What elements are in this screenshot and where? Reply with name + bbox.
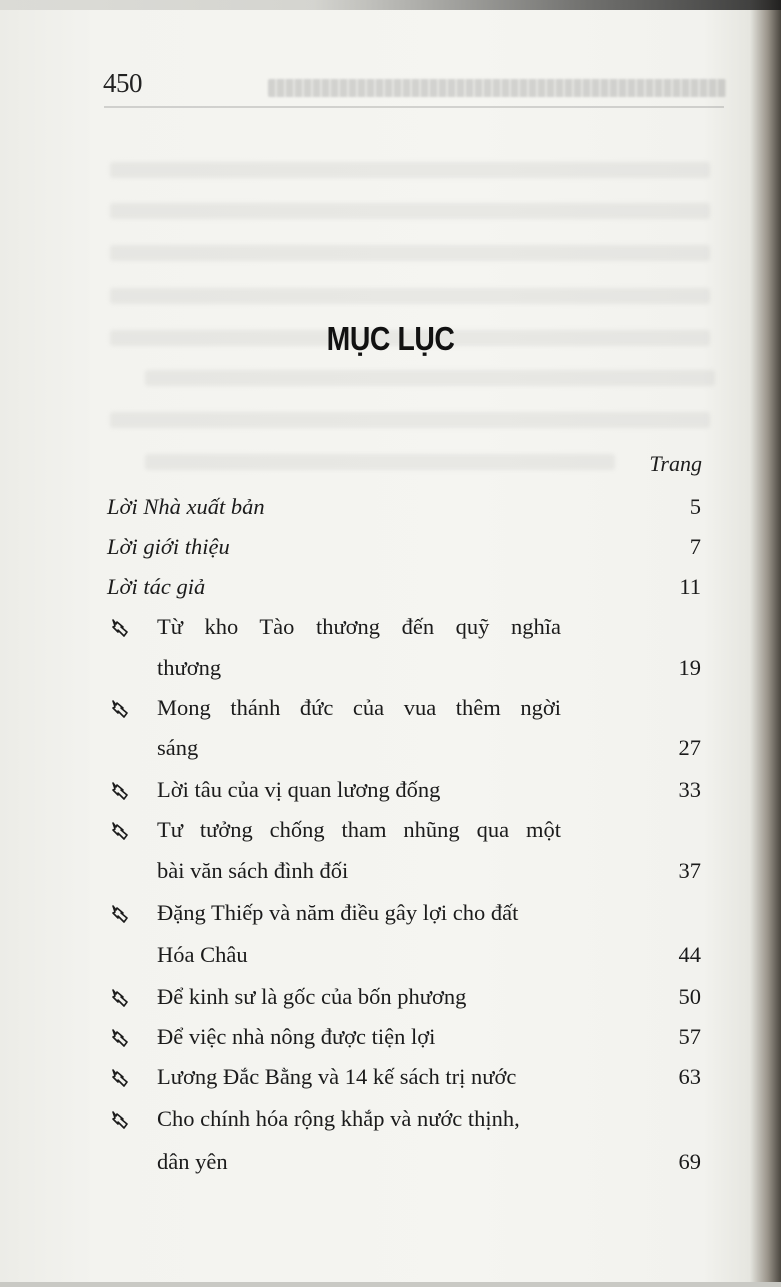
toc-entry-continuation[interactable] bbox=[0, 851, 781, 891]
toc-entry-label: Từ kho Tào thương đến quỹ nghĩa bbox=[157, 614, 561, 639]
hand-pointing-arrow-icon bbox=[110, 1028, 130, 1048]
toc-entry[interactable] bbox=[0, 567, 781, 607]
toc-entry-page: 69 bbox=[678, 1149, 701, 1174]
toc-entry-page: 50 bbox=[678, 984, 701, 1009]
toc-entry-continuation[interactable] bbox=[0, 935, 781, 975]
toc-entry[interactable] bbox=[0, 810, 781, 850]
toc-entry-label: dân yên bbox=[157, 1149, 228, 1174]
toc-entry-label: Tư tưởng chống tham nhũng qua một bbox=[157, 817, 561, 842]
toc-entry[interactable] bbox=[0, 1057, 781, 1097]
toc-entry-page: 19 bbox=[678, 655, 701, 680]
toc-entry-label: Lời Nhà xuất bản bbox=[107, 494, 265, 519]
toc-entry-page: 27 bbox=[678, 735, 701, 760]
toc-entry[interactable] bbox=[0, 527, 781, 567]
toc-entry-label: Lời tâu của vị quan lương đống bbox=[157, 777, 441, 802]
hand-pointing-arrow-icon bbox=[110, 904, 130, 924]
toc-entry-label: bài văn sách đình đối bbox=[157, 858, 349, 883]
hand-pointing-arrow-icon bbox=[110, 781, 130, 801]
toc-entry-label: Để việc nhà nông được tiện lợi bbox=[157, 1024, 436, 1049]
toc-title: MỤC LỤC bbox=[326, 320, 455, 357]
hand-pointing-arrow-icon bbox=[110, 1110, 130, 1130]
page-column-header: Trang bbox=[649, 451, 702, 476]
toc-entry-label: thương bbox=[157, 655, 222, 680]
toc-entry-continuation[interactable] bbox=[0, 648, 781, 688]
toc-entry[interactable] bbox=[0, 688, 781, 728]
toc-entry-page: 33 bbox=[678, 777, 701, 802]
toc-entry-label: Mong thánh đức của vua thêm ngời bbox=[157, 695, 561, 720]
toc-entry[interactable] bbox=[0, 893, 781, 933]
toc-entry-label: Hóa Châu bbox=[157, 942, 248, 967]
toc-entry-continuation[interactable] bbox=[0, 728, 781, 768]
hand-pointing-arrow-icon bbox=[110, 821, 130, 841]
toc-entry[interactable] bbox=[0, 977, 781, 1017]
toc-entry-continuation[interactable] bbox=[0, 1142, 781, 1182]
hand-pointing-arrow-icon bbox=[110, 988, 130, 1008]
toc-entry-label: Lời tác giả bbox=[107, 574, 206, 599]
toc-entry-page: 44 bbox=[678, 942, 701, 967]
toc-entry-label: sáng bbox=[157, 735, 199, 760]
toc-entry-label: Cho chính hóa rộng khắp và nước thịnh, bbox=[157, 1106, 520, 1131]
toc-entry-label: Lương Đắc Bằng và 14 kế sách trị nước bbox=[157, 1064, 517, 1089]
toc-entry[interactable] bbox=[0, 1017, 781, 1057]
hand-pointing-arrow-icon bbox=[110, 618, 130, 638]
page-bottom-edge bbox=[0, 1282, 781, 1287]
toc-entry[interactable] bbox=[0, 607, 781, 647]
hand-pointing-arrow-icon bbox=[110, 699, 130, 719]
toc-entry-label: Lời giới thiệu bbox=[107, 534, 230, 559]
toc-entry[interactable] bbox=[0, 1099, 781, 1139]
page-top-edge-shadow bbox=[0, 0, 781, 10]
toc-entry-page: 57 bbox=[678, 1024, 701, 1049]
page-number: 450 bbox=[103, 68, 142, 98]
toc-entry-label: Đặng Thiếp và năm điều gây lợi cho đất bbox=[157, 900, 519, 925]
hand-pointing-arrow-icon bbox=[110, 1068, 130, 1088]
toc-entry-page: 5 bbox=[689, 494, 701, 519]
toc-entry-label: Để kinh sư là gốc của bốn phương bbox=[157, 984, 467, 1009]
toc-entry-page: 37 bbox=[678, 858, 701, 883]
toc-entry-page: 7 bbox=[689, 534, 701, 559]
toc-entry-page: 11 bbox=[679, 574, 701, 599]
toc-entry-page: 63 bbox=[678, 1064, 701, 1089]
toc-entry[interactable] bbox=[0, 770, 781, 810]
toc-entry[interactable] bbox=[0, 487, 781, 527]
